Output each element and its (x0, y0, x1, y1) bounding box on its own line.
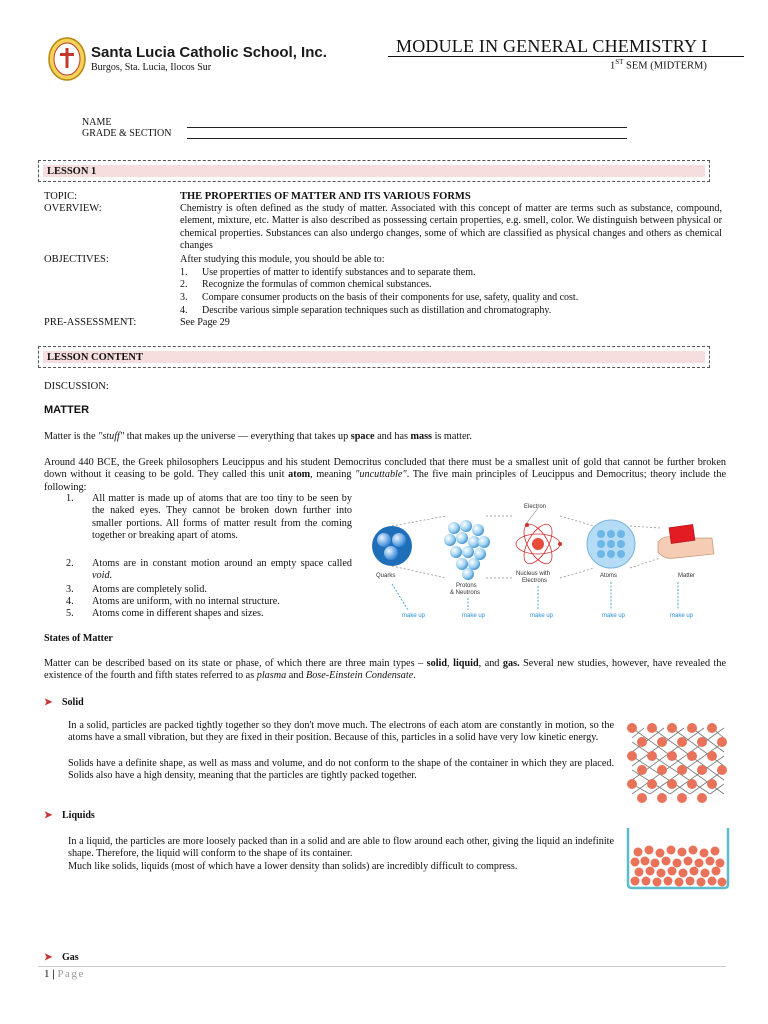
school-address: Burgos, Sta. Lucia, Ilocos Sur (91, 62, 212, 73)
principle-item: 5. Atoms come in different shapes and sizes. (66, 608, 264, 619)
overview-text: Chemistry is often defined as the study of matter. Associated with this concept of matter are terms such as substance, compound, element, mixture, etc. Matter is also described as possessing certain properties, e.g. smell, color. We distinguish between physical or chemical properties. Substances can also undergo changes, some of which are classified as physical changes and others as chemical changes (180, 203, 722, 252)
bullet-arrow-icon: ➤ (44, 952, 53, 963)
label-electron: Electron (524, 504, 547, 510)
topic-label: TOPIC: (44, 191, 78, 202)
overview-label: OVERVIEW: (44, 203, 102, 214)
liquids-heading: ➤ Liquids (44, 810, 95, 821)
preassessment-label: PRE-ASSESSMENT: (44, 317, 137, 328)
grade-section-field-line[interactable] (187, 138, 627, 139)
objective-item: 4. Describe various simple separation techniques such as distillation and chromatography. (180, 305, 552, 316)
school-name: Santa Lucia Catholic School, Inc. (91, 44, 327, 61)
name-label: NAME (82, 117, 112, 128)
lesson-content-banner (38, 346, 710, 368)
electron-pointer (526, 508, 538, 524)
lesson-1-banner (38, 160, 710, 182)
footer-rule (38, 966, 726, 967)
objective-item: 2. Recognize the formulas of common chemical substances. (180, 279, 432, 290)
matter-definition: Matter is the "stuff" that makes up the universe — everything that takes up space and has mass is matter. (44, 431, 472, 442)
nucleus-electrons-icon (516, 520, 562, 568)
principle-item: 4. Atoms are uniform, with no internal structure. (66, 596, 280, 607)
principle-item: 3. Atoms are completely solid. (66, 584, 207, 595)
label-quarks: Quarks (376, 573, 396, 579)
states-intro: Matter can be described based on its state or phase, of which there are three main types – solid, liquid, and gas. Several new studies, however, have revealed the existence of the fourth and fifth states referred to as plasma and Bose-Einstein Condensate. (44, 658, 726, 682)
liquid-paragraph-2: Much like solids, liquids (most of which have a lower density than solids) are incredibly difficult to compress. (68, 861, 518, 872)
lesson-content-label: LESSON CONTENT (47, 352, 143, 363)
solid-heading: ➤ Solid (44, 697, 84, 708)
preassessment-value: See Page 29 (180, 317, 230, 328)
matter-composition-figure (364, 498, 734, 622)
label-nucleus: Nucleus with (516, 571, 551, 577)
matter-hand-icon (658, 524, 714, 558)
liquid-paragraph-1: In a liquid, the particles are more loosely packed than in a solid and are able to flow around each other, giving the liquid an indefinite shape. Therefore, the liquid will conform to the shape of its container. (68, 836, 614, 860)
gas-heading: ➤ Gas (44, 952, 79, 963)
make-up-label: make up (462, 613, 486, 619)
principle-item: 1. All matter is made up of atoms that are too tiny to be seen by the naked eyes. They cannot be broken down further into smaller portions. All forms of matter result from the coming together or breaking apart of atoms. (66, 493, 352, 542)
solid-paragraph-1: In a solid, particles are packed tightly together so they don't move much. The electrons of each atom are constantly in motion, so the atoms have a small vibration, but they are fixed in their position. Because of this, particles in a solid have very low kinetic energy. (68, 720, 614, 744)
objective-item: 3. Compare consumer products on the basis of their components for use, safety, quality and cost. (180, 292, 579, 303)
lesson-bar (43, 165, 705, 177)
label-matter: Matter (678, 573, 696, 579)
principle-item: 2. Atoms are in constant motion around an empty space called void. (66, 558, 352, 582)
label-neutrons: & Neutrons (450, 590, 481, 596)
bullet-arrow-icon: ➤ (44, 697, 53, 708)
matter-heading: MATTER (44, 404, 90, 416)
atoms-lattice-icon (587, 520, 635, 568)
atom-history-paragraph: Around 440 BCE, the Greek philosophers Leucippus and his student Democritus concluded that there must be a smallest unit of gold that cannot be further broken down without it ceasing to be gold. They called this unit atom, meaning "uncuttable". The five main principles of Leucippus and Democritus; theory include the following: (44, 457, 726, 493)
make-up-label: make up (602, 613, 626, 619)
solid-lattice-illustration (626, 718, 730, 804)
topic-value: THE PROPERTIES OF MATTER AND ITS VARIOUS FORMS (180, 191, 471, 202)
make-up-label: make up (670, 613, 694, 619)
states-heading: States of Matter (44, 633, 113, 644)
objective-item: 1. Use properties of matter to identify substances and to separate them. (180, 267, 476, 278)
school-seal-logo (48, 37, 86, 81)
grade-section-label: GRADE & SECTION (82, 128, 172, 139)
header-rule (388, 56, 744, 57)
solid-paragraph-2: Solids have a definite shape, as well as mass and volume, and do not conform to the shape of the container in which they are placed. Solids also have a high density, meaning that the particles are tightly packed together. (68, 758, 614, 782)
make-up-arrows (392, 582, 678, 610)
label-protons: Protons (456, 583, 477, 589)
name-field-line[interactable] (187, 127, 627, 128)
objectives-intro: After studying this module, you should be able to: (180, 254, 385, 265)
label-atoms: Atoms (600, 573, 618, 579)
quarks-icon (372, 526, 412, 566)
bullet-arrow-icon: ➤ (44, 810, 53, 821)
label-electrons: Electrons (522, 578, 548, 584)
make-up-label: make up (402, 613, 426, 619)
semester-label: 1ST SEM (MIDTERM) (610, 58, 707, 72)
protons-neutrons-icon (444, 520, 490, 580)
objectives-label: OBJECTIVES: (44, 254, 109, 265)
page-footer: 1 | Page (44, 968, 85, 980)
liquid-container-illustration (624, 826, 732, 890)
make-up-label: make up (530, 613, 554, 619)
discussion-label: DISCUSSION: (44, 381, 109, 392)
lesson-label: LESSON 1 (47, 166, 97, 177)
module-title: MODULE IN GENERAL CHEMISTRY I (396, 36, 708, 56)
